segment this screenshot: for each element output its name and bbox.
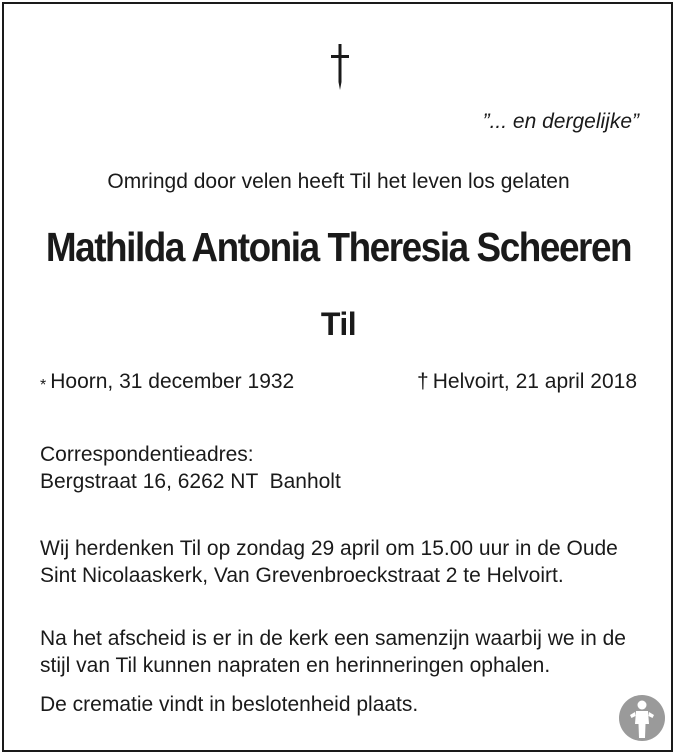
address-label: Correspondentieadres: xyxy=(40,443,254,466)
death-symbol: † xyxy=(417,370,429,393)
latin-cross-icon xyxy=(327,44,353,90)
cremation-paragraph: De crematie vindt in beslotenheid plaats. xyxy=(40,693,419,716)
opening-quote: ”... en dergelijke” xyxy=(482,110,639,133)
death-info xyxy=(417,370,637,394)
birth-symbol: * xyxy=(40,377,47,394)
memorial-figure-logo-icon xyxy=(618,694,666,742)
service-paragraph: Wij herdenken Til op zondag 29 april om 15.00 uur in de Oude Sint Nicolaaskerk, Van Grevenbroeckstraat 2 te Helvoirt. xyxy=(40,537,618,587)
intro-line: Omringd door velen heeft Til het leven los gelaten xyxy=(107,170,570,193)
deceased-full-name: Mathilda Antonia Theresia Scheeren xyxy=(45,224,632,270)
death-date: Helvoirt, 21 april 2018 xyxy=(432,370,637,393)
address-line: Bergstraat 16, 6262 NT Banholt xyxy=(40,470,341,493)
life-dates xyxy=(40,370,637,394)
correspondence-address xyxy=(40,441,642,495)
birth-info xyxy=(40,370,294,394)
deceased-nickname: Til xyxy=(320,306,357,342)
gathering-paragraph: Na het afscheid is er in de kerk een samenzijn waarbij we in de stijl van Til kunnen napraten en herinneringen ophalen. xyxy=(40,627,626,677)
birth-date: Hoorn, 31 december 1932 xyxy=(50,370,295,393)
